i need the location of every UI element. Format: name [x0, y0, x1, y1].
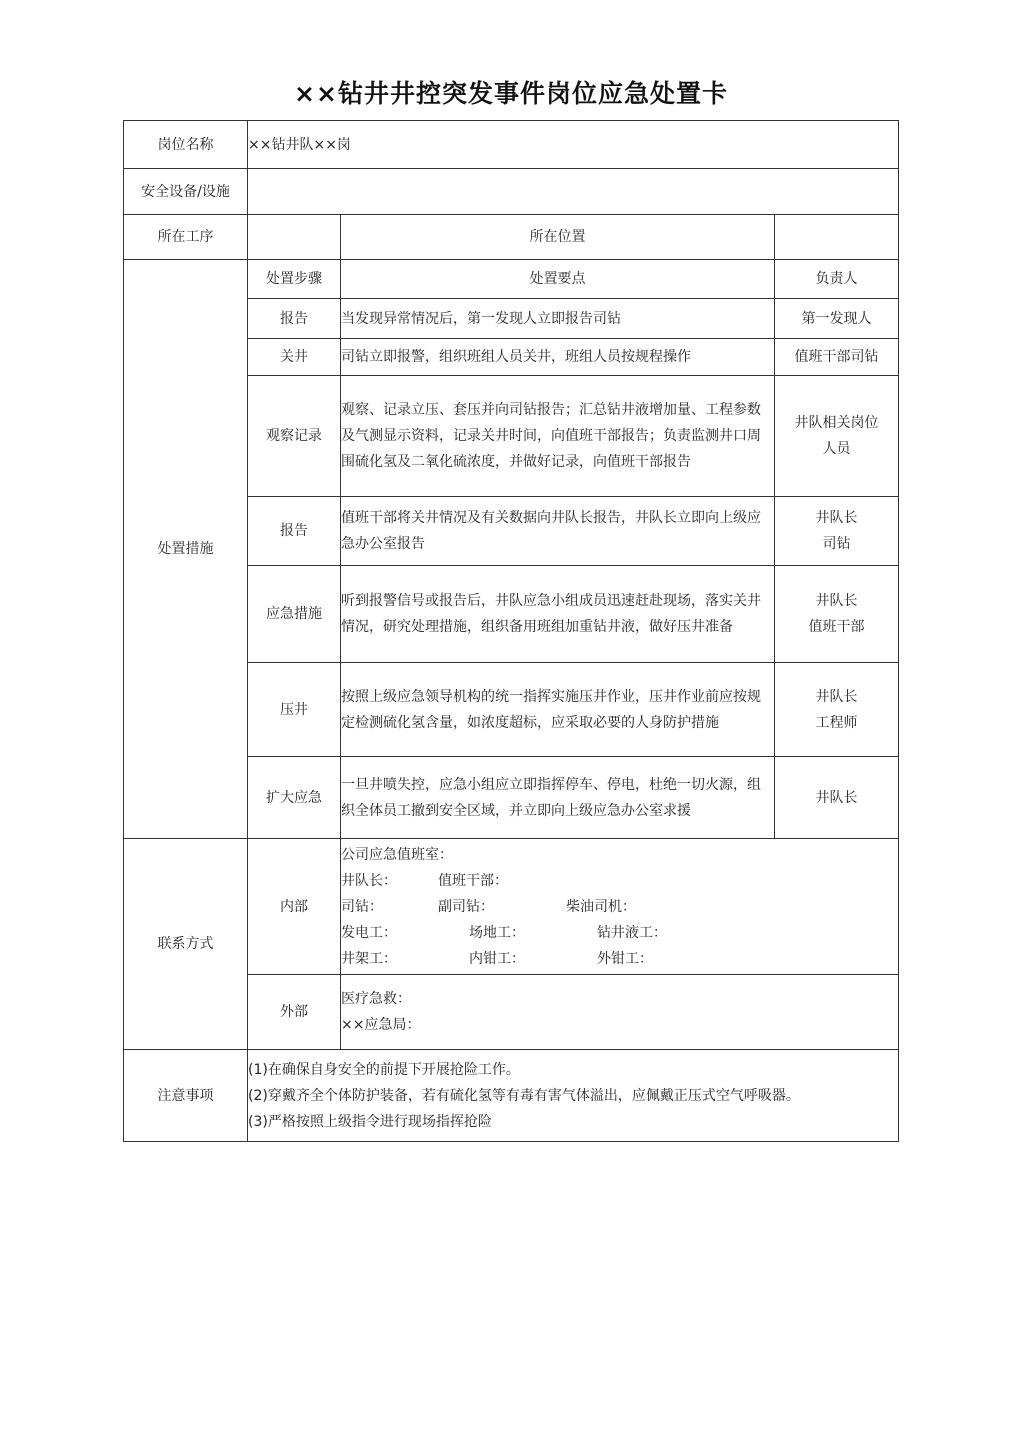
measure-owner	[775, 339, 899, 376]
owner-line: 井队长	[815, 789, 858, 806]
page-title: ××钻井井控突发事件岗位应急处置卡	[294, 79, 728, 108]
contact-line	[341, 946, 898, 972]
post-name-row	[124, 121, 899, 169]
contact-item: 井架工：	[341, 950, 397, 967]
contact-item: 井队长：	[341, 872, 397, 889]
measure-points: 司钻立即报警，组织班组人员关井，班组人员按规程操作	[341, 339, 775, 376]
measure-owner	[775, 566, 899, 663]
measure-owner	[775, 757, 899, 839]
location-value	[775, 215, 899, 260]
contact-item: 柴油司机：	[566, 898, 636, 915]
location-label: 所在位置	[341, 215, 775, 260]
notes-label: 注意事项	[124, 1050, 248, 1142]
measure-step: 关井	[248, 339, 341, 376]
contact-item: 司钻：	[341, 898, 383, 915]
contact-line	[341, 920, 898, 946]
contact-line	[341, 894, 898, 920]
measure-points: 值班干部将关井情况及有关数据向井队长报告，井队长立即向上级应急办公室报告	[341, 497, 775, 566]
owner-line: 值班干部司钻	[794, 349, 879, 365]
measure-owner	[775, 299, 899, 339]
measure-owner	[775, 663, 899, 757]
contacts-label: 联系方式	[124, 839, 248, 1050]
measure-step: 报告	[248, 497, 341, 566]
measure-points: 听到报警信号或报告后，井队应急小组成员迅速赶赴现场，落实关井情况，研究处理措施，组织备用班组加重钻井液，做好压井准备	[341, 566, 775, 663]
contact-item: 值班干部：	[438, 872, 508, 889]
measure-owner	[775, 497, 899, 566]
process-label: 所在工序	[124, 215, 248, 260]
contacts-external-label: 外部	[248, 975, 341, 1050]
contact-line	[341, 868, 898, 894]
owner-line: 井队长	[815, 510, 858, 526]
contact-item: 发电工：	[341, 924, 397, 941]
emergency-card-table	[123, 120, 899, 1142]
note-line: (3)严格按照上级指令进行现场指挥抢险	[248, 1113, 492, 1130]
measures-header-row	[124, 260, 899, 299]
owner-line: 工程师	[815, 714, 858, 731]
contact-item: 副司钻：	[438, 898, 494, 915]
contact-line: 医疗急救：	[341, 991, 411, 1007]
owner-line: 第一发现人	[801, 310, 872, 327]
contact-office: 公司应急值班室：	[341, 846, 453, 863]
contacts-internal-body	[341, 839, 899, 975]
header-points: 处置要点	[341, 260, 775, 299]
contact-item: 内钳工：	[469, 950, 525, 967]
process-row	[124, 215, 899, 260]
measure-step: 应急措施	[248, 566, 341, 663]
safety-equipment-value	[248, 169, 899, 215]
measure-step: 压井	[248, 663, 341, 757]
owner-line: 值班干部	[808, 619, 865, 635]
header-step: 处置步骤	[248, 260, 341, 299]
process-value	[248, 215, 341, 260]
note-line: (2)穿戴齐全个体防护装备，若有硫化氢等有毒有害气体溢出，应佩戴正压式空气呼吸器。	[248, 1087, 800, 1104]
notes-row	[124, 1050, 899, 1142]
contacts-internal-row	[124, 839, 899, 975]
measure-points: 一旦井喷失控，应急小组应立即指挥停车、停电，杜绝一切火源，组织全体员工撤到安全区域，并立即向上级应急办公室求援	[341, 757, 775, 839]
header-owner: 负责人	[775, 260, 899, 299]
measure-owner	[775, 376, 899, 497]
measures-label: 处置措施	[124, 260, 248, 839]
measure-points: 观察、记录立压、套压并向司钻报告；汇总钻井液增加量、工程参数及气测显示资料，记录关井时间，向值班干部报告；负责监测井口周围硫化氢及二氧化硫浓度，并做好记录，向值班干部报告	[341, 376, 775, 497]
contacts-internal-label: 内部	[248, 839, 341, 975]
safety-equipment-row	[124, 169, 899, 215]
post-name-value: ××钻井队××岗	[248, 121, 899, 169]
owner-line: 井队长	[815, 688, 858, 705]
measure-step: 观察记录	[248, 376, 341, 497]
owner-line: 井队相关岗位	[794, 415, 879, 431]
contact-line: ××应急局：	[341, 1017, 421, 1033]
contact-item: 钻井液工：	[597, 924, 667, 941]
owner-line: 司钻	[822, 536, 851, 552]
owner-line: 人员	[822, 441, 851, 457]
safety-equipment-label: 安全设备/设施	[124, 169, 248, 215]
measure-step: 报告	[248, 299, 341, 339]
contacts-external-body	[341, 975, 899, 1050]
measure-points: 当发现异常情况后，第一发现人立即报告司钻	[341, 299, 775, 339]
measure-step: 扩大应急	[248, 757, 341, 839]
notes-body	[248, 1050, 899, 1142]
owner-line: 井队长	[815, 593, 858, 609]
contact-item: 场地工：	[469, 924, 525, 941]
measure-points: 按照上级应急领导机构的统一指挥实施压井作业，压井作业前应按规定检测硫化氢含量，如浓度超标，应采取必要的人身防护措施	[341, 663, 775, 757]
contact-item: 外钳工：	[597, 950, 653, 967]
post-name-label: 岗位名称	[124, 121, 248, 169]
note-line: (1)在确保自身安全的前提下开展抢险工作。	[248, 1061, 520, 1078]
